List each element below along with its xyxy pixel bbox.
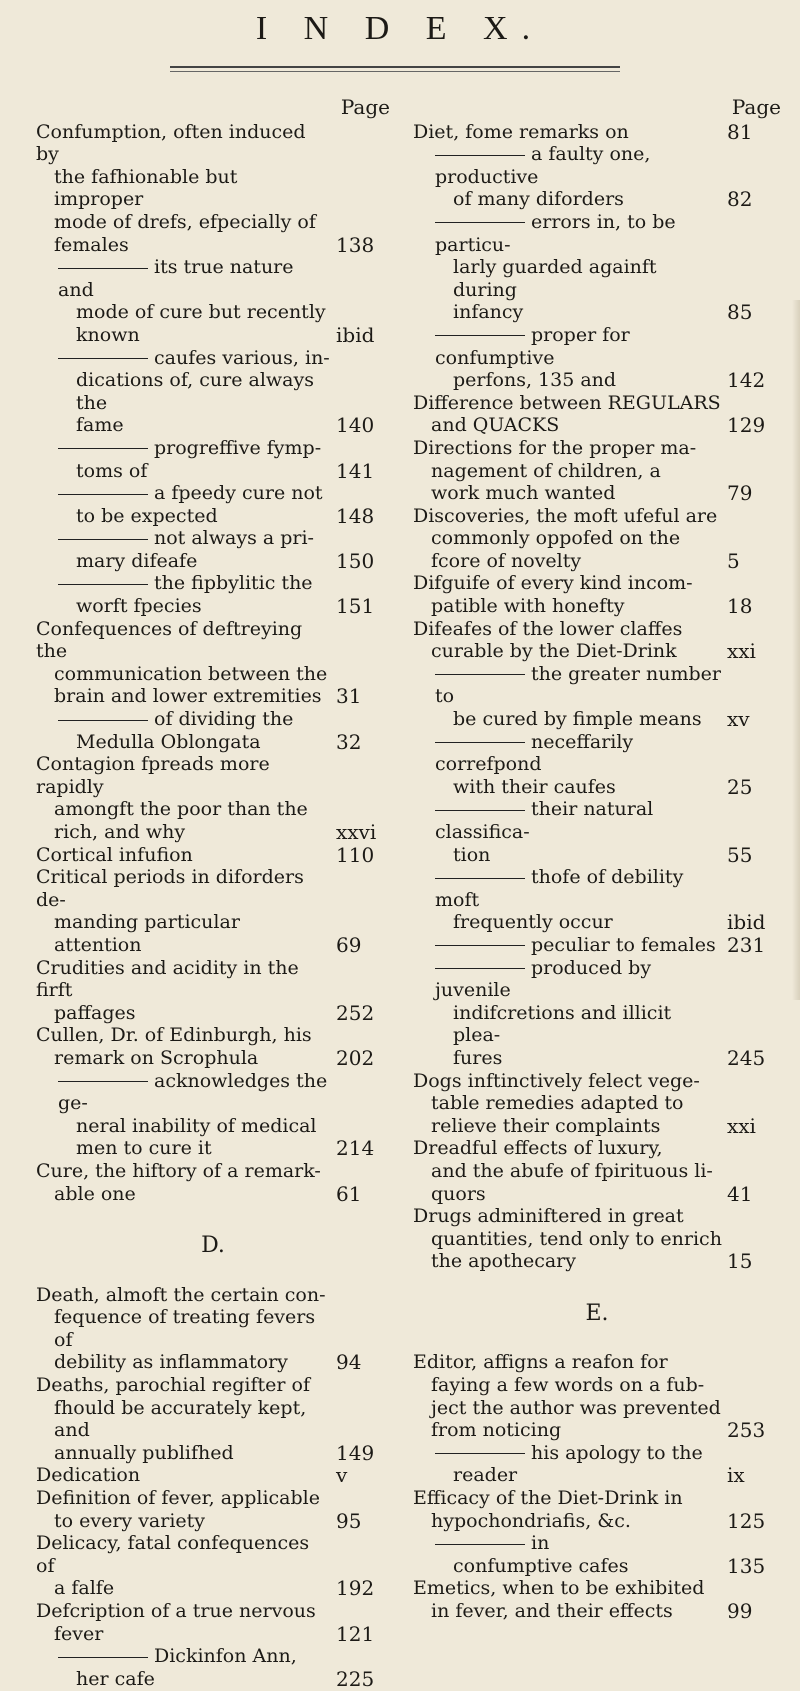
page-number: 32 — [336, 729, 362, 754]
entry-text: neral inability of medical — [76, 1114, 317, 1137]
entry-text: produced by juvenile — [435, 956, 652, 1002]
entry-text: the fafhionable but improper — [54, 165, 238, 211]
entry-text: Difference between REGULARS — [413, 391, 721, 414]
entry-text: remark on Scrophula — [54, 1046, 259, 1069]
index-subentry — [413, 324, 781, 392]
index-subentry — [36, 256, 390, 346]
page-number: 149 — [336, 1440, 375, 1465]
entry-text: able one — [54, 1182, 136, 1205]
page-number: 31 — [336, 684, 362, 709]
entry-text: thofe of debility moft — [435, 866, 684, 911]
index-subentry — [413, 731, 781, 799]
entry-text: known — [76, 323, 140, 346]
page-number: 148 — [336, 503, 375, 528]
dash-rule — [58, 720, 148, 721]
page-number: 79 — [727, 481, 753, 506]
index-entry — [36, 1487, 390, 1532]
entry-text: Difeafes of the lower claffes — [413, 617, 683, 640]
entry-text: hypochondriafis, &c. — [431, 1509, 631, 1532]
entry-text: nagement of children, a — [431, 459, 661, 482]
index-subentry — [413, 934, 781, 957]
index-entry — [36, 1532, 390, 1600]
entry-text: men to cure it — [76, 1137, 212, 1160]
dash-rule — [58, 358, 148, 359]
entry-text: fcore of novelty — [431, 549, 582, 572]
index-entry — [36, 1600, 390, 1645]
entry-text: of dividing the — [154, 708, 294, 731]
entry-text: the fipbylitic the — [154, 572, 313, 595]
entry-text: to every variety — [54, 1509, 206, 1532]
entry-text: Cure, the hiftory of a remark- — [36, 1159, 321, 1182]
entry-text: paffages — [54, 1001, 136, 1024]
page-number: 129 — [727, 413, 766, 438]
entry-text: debility as inflammatory — [54, 1351, 288, 1374]
index-subentry — [36, 437, 390, 482]
page-number: 135 — [727, 1553, 766, 1578]
page-number: 214 — [336, 1136, 375, 1161]
page-number: 82 — [727, 187, 753, 212]
page-number: 55 — [727, 842, 753, 867]
page-number: 25 — [727, 774, 753, 799]
entry-text: of many diforders — [453, 188, 624, 211]
entry-text: Drugs adminiftered in great — [413, 1205, 684, 1228]
entry-text: the greater number to — [435, 662, 721, 708]
page-number: 110 — [336, 842, 375, 867]
page-number: 41 — [727, 1181, 753, 1206]
dash-rule — [58, 448, 148, 449]
index-subentry — [36, 1645, 390, 1690]
page-number: xv — [727, 707, 750, 732]
entry-text: fequence of treating fevers of — [54, 1306, 316, 1351]
entry-text: progreffive fymp- — [154, 436, 322, 459]
entry-text: communication between the — [54, 662, 328, 685]
page-number: 252 — [336, 1000, 375, 1025]
index-entries-c — [36, 121, 390, 1206]
entry-text: errors in, to be particu- — [435, 210, 676, 256]
dash-rule — [58, 584, 148, 585]
dash-rule — [435, 1453, 525, 1454]
entry-text: with their caufes — [453, 775, 616, 798]
entry-text: proper for confumptive — [435, 323, 630, 369]
page-number: 5 — [727, 548, 740, 573]
index-entry — [36, 866, 390, 956]
entry-text: Delicacy, fatal confequences of — [36, 1532, 310, 1577]
entry-text: Directions for the proper ma- — [413, 436, 697, 459]
entry-text: relieve their complaints — [431, 1114, 661, 1137]
page-number: 253 — [727, 1418, 766, 1443]
entry-text: dications of, cure always the — [76, 369, 314, 414]
section-letter-e: E. — [585, 1300, 609, 1326]
page-number: 202 — [336, 1045, 375, 1070]
index-entry — [413, 1205, 781, 1273]
entry-text: Critical periods in diforders de- — [36, 866, 304, 911]
page-number: 231 — [727, 932, 766, 957]
entry-text: and the abufe of fpirituous li- — [431, 1159, 713, 1182]
entry-text: Crudities and acidity in the firft — [36, 956, 299, 1002]
entry-text: Dickinfon Ann, — [154, 1645, 297, 1668]
page-number: 94 — [336, 1350, 362, 1375]
page-number: 245 — [727, 1045, 766, 1070]
dash-rule — [58, 494, 148, 495]
right-column — [413, 96, 781, 1623]
entry-text: mary difeafe — [76, 549, 198, 572]
index-subentry — [36, 572, 390, 617]
index-entry — [413, 1070, 781, 1138]
entry-text: frequently occur — [453, 911, 613, 934]
page-number: 121 — [336, 1621, 375, 1646]
index-subentry — [413, 211, 781, 324]
index-entries-e — [413, 1351, 781, 1622]
entry-text: Cortical infufion — [36, 843, 193, 866]
index-subentry — [36, 482, 390, 527]
index-entry — [36, 1160, 390, 1205]
index-subentry — [413, 866, 781, 934]
entry-text: Discoveries, the moft ufeful are — [413, 504, 718, 527]
entry-text: rich, and why — [54, 821, 186, 843]
page-number: xxi — [727, 639, 756, 664]
entry-text: patible with honefty — [431, 595, 625, 618]
entry-text: toms of — [76, 459, 148, 482]
entry-text: ject the author was prevented — [431, 1396, 721, 1419]
title-rule-thin — [170, 71, 620, 72]
entry-text: Emetics, when to be exhibited — [413, 1577, 705, 1600]
entry-text: the apothecary — [431, 1250, 576, 1273]
page-number: 138 — [336, 232, 375, 257]
index-entry — [36, 1464, 390, 1487]
index-entry — [413, 437, 781, 505]
page-number: 140 — [336, 413, 375, 438]
entry-text: brain and lower extremities — [54, 685, 322, 708]
page-number: 225 — [336, 1666, 375, 1691]
index-entry — [413, 618, 781, 663]
title-rule — [170, 66, 620, 68]
entry-text: table remedies adapted to — [431, 1092, 684, 1115]
index-subentry — [413, 1532, 781, 1577]
dash-rule — [58, 539, 148, 540]
dash-rule — [435, 945, 525, 946]
entry-text: perfons, 135 and — [453, 369, 617, 392]
dash-rule — [435, 222, 525, 223]
entry-text: Confequences of deftreying the — [36, 617, 303, 663]
entry-text: Difguife of every kind incom- — [413, 572, 693, 595]
index-subentry — [413, 1442, 781, 1487]
entry-text: Dedication — [36, 1464, 141, 1487]
entry-text: a falfe — [54, 1577, 115, 1600]
page-number: 61 — [336, 1181, 362, 1206]
index-entry — [413, 392, 781, 437]
entry-text: its true nature and — [58, 256, 294, 301]
entry-text: fhould be accurately kept, and — [54, 1396, 307, 1442]
entry-text: commonly oppofed on the — [431, 527, 681, 550]
entry-text: from noticing — [431, 1419, 562, 1442]
index-entry — [36, 844, 390, 867]
entry-text: Diet, fome remarks on — [413, 120, 629, 143]
index-entry — [36, 1374, 390, 1464]
index-entry — [36, 753, 390, 843]
page-number: 125 — [727, 1508, 766, 1533]
entry-text: acknowledges the ge- — [58, 1069, 328, 1115]
entry-text: females — [54, 233, 129, 256]
entry-text: Medulla Oblongata — [76, 730, 261, 753]
entry-text: larly guarded againft during — [453, 256, 657, 301]
entry-text: Deaths, parochial regifter of — [36, 1374, 310, 1397]
page-number: v — [336, 1463, 348, 1488]
page-number: ibid — [727, 910, 766, 935]
dash-rule — [58, 1657, 148, 1658]
page-number: 15 — [727, 1249, 753, 1274]
index-entry — [36, 1024, 390, 1069]
page-column-label: Page — [340, 95, 390, 119]
dash-rule — [435, 742, 525, 743]
page-number: ibid — [336, 322, 375, 347]
entry-text: neceffarily correfpond — [435, 730, 634, 776]
dash-rule — [58, 1081, 148, 1082]
page-number: 142 — [727, 368, 766, 393]
page-number: xxvi — [336, 820, 377, 844]
entry-text: quantities, tend only to enrich — [431, 1227, 722, 1250]
index-entry — [413, 1487, 781, 1532]
entry-text: Cullen, Dr. of Edinburgh, his — [36, 1024, 312, 1047]
dash-rule — [435, 1544, 525, 1545]
index-entry — [36, 1284, 390, 1374]
entry-text: a fpeedy cure not — [154, 482, 323, 505]
entry-text: Dogs inftinctively felect vege- — [413, 1069, 700, 1092]
entry-text: amongft the poor than the — [54, 798, 308, 821]
entry-text: Confumption, often induced by — [36, 120, 306, 166]
index-subentry — [36, 347, 390, 437]
index-subentry — [413, 663, 781, 731]
entry-text: be cured by fimple means — [453, 708, 702, 731]
index-entry — [413, 1137, 781, 1205]
entry-text: fures — [453, 1046, 503, 1069]
entry-text: confumptive cafes — [453, 1554, 629, 1577]
index-entry — [36, 121, 390, 257]
left-column — [36, 96, 390, 1690]
dash-rule — [58, 268, 148, 269]
entry-text: in — [531, 1532, 550, 1555]
dash-rule — [435, 674, 525, 675]
entry-text: Definition of fever, applicable — [36, 1487, 320, 1510]
entry-text: Editor, affigns a reafon for — [413, 1351, 668, 1374]
entry-text: not always a pri- — [154, 527, 314, 550]
entry-text: faying a few words on a fub- — [431, 1374, 705, 1397]
page-number: 18 — [727, 594, 753, 619]
page-number: xxi — [727, 1113, 756, 1138]
page-column-label: Page — [731, 95, 781, 119]
entry-text: a faulty one, productive — [435, 143, 651, 188]
page-number: 95 — [336, 1508, 362, 1533]
entry-text: their natural classifica- — [435, 798, 654, 843]
page-number: 69 — [336, 932, 362, 957]
entry-text: indifcretions and illicit plea- — [453, 1001, 672, 1047]
index-subentry — [413, 957, 781, 1070]
index-entry — [413, 1577, 781, 1622]
dash-rule — [435, 155, 525, 156]
entry-text: annually publifhed — [54, 1441, 234, 1464]
page-title: I N D E X. — [255, 10, 545, 47]
page-number: 151 — [336, 594, 375, 619]
entry-text: Dreadful effects of luxury, — [413, 1137, 663, 1160]
page-number: 192 — [336, 1576, 375, 1601]
page-number: 81 — [727, 119, 753, 144]
index-entries-d — [36, 1284, 390, 1691]
entry-text: Contagion fpreads more rapidly — [36, 753, 270, 798]
entry-text: mode of cure but recently — [76, 301, 326, 324]
entry-text: to be expected — [76, 504, 218, 527]
entry-text: fever — [54, 1622, 104, 1645]
index-entry — [413, 505, 781, 573]
dash-rule — [435, 810, 525, 811]
index-entry — [36, 957, 390, 1025]
entry-text: work much wanted — [431, 482, 616, 505]
entry-text: worft fpecies — [76, 595, 202, 618]
entry-text: his apology to the — [531, 1441, 703, 1464]
entry-text: in fever, and their effects — [431, 1600, 673, 1622]
dash-rule — [435, 968, 525, 969]
page-number: 141 — [336, 458, 375, 483]
entry-text: caufes various, in- — [154, 346, 330, 369]
dash-rule — [435, 335, 525, 336]
page-edge-shadow — [792, 300, 800, 1000]
index-entries-d-continued — [413, 121, 781, 1273]
index-subentry — [413, 143, 781, 211]
entry-text: peculiar to females — [531, 933, 716, 956]
entry-text: infancy — [453, 301, 524, 324]
entry-text: quors — [431, 1182, 486, 1205]
entry-text: and QUACKS — [431, 414, 560, 437]
index-subentry — [36, 1070, 390, 1160]
index-subentry — [36, 527, 390, 572]
index-entry — [36, 618, 390, 708]
entry-text: her cafe — [76, 1667, 155, 1690]
entry-text: mode of drefs, efpecially of — [54, 210, 316, 233]
entry-text: Efficacy of the Diet-Drink in — [413, 1487, 683, 1510]
entry-text: reader — [453, 1464, 518, 1487]
page-number: 85 — [727, 300, 753, 325]
section-letter-d: D. — [201, 1233, 225, 1259]
page-number: 99 — [727, 1599, 753, 1623]
entry-text: Death, almoft the certain con- — [36, 1283, 326, 1306]
page-number: ix — [727, 1463, 745, 1488]
entry-text: tion — [453, 843, 491, 866]
index-entry — [413, 1351, 781, 1441]
index-entry — [413, 121, 781, 144]
entry-text: fame — [76, 414, 124, 437]
index-subentry — [413, 798, 781, 866]
entry-text: manding particular attention — [54, 911, 240, 956]
index-subentry — [36, 708, 390, 753]
entry-text: Defcription of a true nervous — [36, 1600, 316, 1622]
index-entry — [413, 572, 781, 617]
page-number: 150 — [336, 548, 375, 573]
dash-rule — [435, 878, 525, 879]
entry-text: curable by the Diet-Drink — [431, 640, 677, 663]
